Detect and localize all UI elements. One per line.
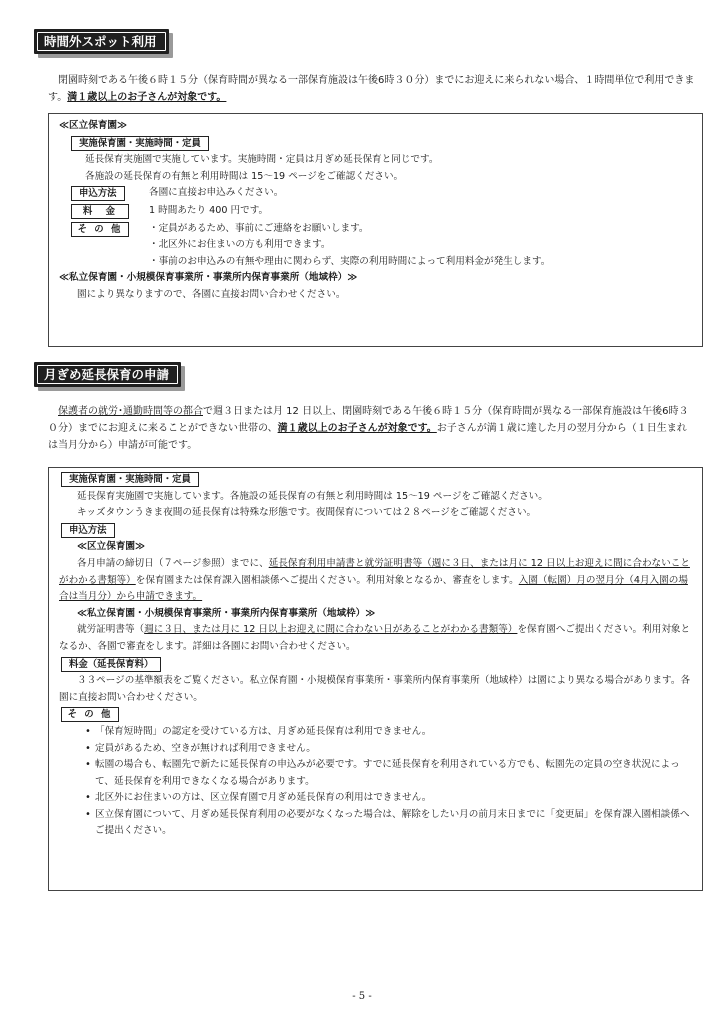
fee-text: ３３ページの基準額表をご覧ください。私立保育園・小規模保育事業所・事業所内保育事業所（地域枠）は園により異なる場合があります。各園に直接お問い合わせください。 xyxy=(59,675,691,703)
other-item: ・北区外にお住まいの方も利用できます。 xyxy=(149,239,331,251)
private-apply-text xyxy=(59,622,694,655)
tag-apply-method: 申込方法 xyxy=(61,523,115,538)
ward-apply-start: 入園（転園）月の翌月分（4月入園の場合は当月分）から申請できます。 xyxy=(59,574,688,603)
impl-line-2: 各施設の延長保育の有無と利用時間は 15～19 ページをご確認ください。 xyxy=(85,170,404,182)
spot-use-intro xyxy=(48,72,696,106)
tag-implementation: 実施保育園・実施時間・定員 xyxy=(71,136,209,151)
ward-nursery-heading: ≪区立保育園≫ xyxy=(77,541,146,553)
other-bullet: • 「保育短時間」の認定を受けている方は、月ぎめ延長保育は利用できません。 xyxy=(85,725,432,737)
monthly-intro-condition: 保護者の就労･通勤時間等の都合 xyxy=(58,406,203,417)
tag-apply-method: 申込方法 xyxy=(71,186,125,201)
other-item: ・定員があるため、事前にご連絡をお願いします。 xyxy=(149,222,369,234)
private-apply-a: 就労証明書等（ xyxy=(77,624,145,636)
tag-fee: 料金（延長保育料） xyxy=(61,657,161,672)
other-bullet: • 区立保育園について、月ぎめ延長保育利用の必要がなくなった場合は、解除をしたい月の前月末日までに「変更届」を保育課入園相談係へご提出ください。 xyxy=(85,808,690,837)
spot-use-details-box xyxy=(48,113,703,347)
ward-apply-text xyxy=(59,556,694,606)
private-nursery-heading: ≪私立保育園・小規模保育事業所・事業所内保育事業所（地域枠）≫ xyxy=(77,607,376,619)
other-item: ・事前のお申込みの有無や理由に関わらず、実際の利用時間によって利用料金が発生します。 xyxy=(149,255,551,267)
monthly-intro-text-a: で週３日または月 12 日以上、閉園時刻である午後６時１５分（保育時間が異なる一部保育施設は午後6時３０分）までにお迎えに来ることができない世帯の、 xyxy=(48,406,689,434)
section-heading-spot-use: 時間外スポット利用 xyxy=(34,29,169,54)
other-bullet: • 転園の場合も、転園先で新たに延長保育の申込みが必要です。すでに延長保育を利用されている方でも、転園先の定員の空き状況によって、延長保育を利用できなくなる場合があります。 xyxy=(85,759,680,787)
private-apply-docs: 週に３日、または月に 12 日以上お迎えに間に合わない日があることがわかる書類等） xyxy=(144,624,518,636)
spot-use-eligibility: 満１歳以上のお子さんが対象です。 xyxy=(67,92,227,103)
page-number: - 5 - xyxy=(352,991,372,1002)
private-nursery-text: 園により異なりますので、各園に直接お問い合わせください。 xyxy=(77,288,346,300)
impl-line-2: キッズタウンうきま夜間の延長保育は特殊な形態です。夜間保育については２８ページをご確認ください。 xyxy=(77,507,537,519)
section-heading-monthly-extended-care: 月ぎめ延長保育の申請 xyxy=(34,362,181,387)
tag-other: そ の 他 xyxy=(71,222,129,237)
monthly-intro xyxy=(48,403,696,454)
spot-use-intro-text: 閉園時刻である午後６時１５分（保育時間が異なる一部保育施設は午後6時３０分）までにお迎えに来られない場合、１時間単位で利用できます。 xyxy=(48,75,695,103)
private-apply-b: を保育園へご提出ください。利用対象となるか、各園で審査をします。詳細は各園にお問い合わせください。 xyxy=(59,624,691,652)
tag-implementation: 実施保育園・実施時間・定員 xyxy=(61,472,199,487)
impl-line-1: 延長保育実施園で実施しています。各施設の延長保育の有無と利用時間は 15～19 ページをご確認ください。 xyxy=(77,490,548,502)
ward-apply-a: 各月申請の締切日（７ページ参照）までに、 xyxy=(77,557,269,569)
apply-method-text: 各園に直接お申込みください。 xyxy=(149,187,284,199)
ward-nursery-heading: ≪区立保育園≫ xyxy=(59,120,128,131)
ward-apply-b: を保育園または保育課入園相談係へご提出ください。利用対象となるか、審査をします。 xyxy=(135,574,519,586)
monthly-intro-text-b: お子さんが満１歳に達した月の翌月分から（１日生まれは当月分から）申請が可能です。 xyxy=(48,423,687,451)
monthly-details-box xyxy=(48,467,703,891)
monthly-eligibility: 満１歳以上のお子さんが対象です。 xyxy=(277,423,437,434)
impl-line-1: 延長保育実施園で実施しています。実施時間・定員は月ぎめ延長保育と同じです。 xyxy=(85,154,439,166)
tag-other: そ の 他 xyxy=(61,707,119,722)
ward-apply-docs: 延長保育利用申請書と就労証明書等（週に３日、または月に 12 日以上お迎えに間に合わないことがわかる書類等） xyxy=(59,557,690,586)
other-bullet: • 北区外にお住まいの方は、区立保育園で月ぎめ延長保育の利用はできません。 xyxy=(85,792,432,804)
fee-text: 1 時間あたり 400 円です。 xyxy=(149,204,269,216)
tag-fee: 料 金 xyxy=(71,204,129,219)
other-bullet: • 定員があるため、空きが無ければ利用できません。 xyxy=(85,742,316,754)
private-nursery-heading: ≪私立保育園・小規模保育事業所・事業所内保育事業所（地域枠）≫ xyxy=(59,272,358,284)
